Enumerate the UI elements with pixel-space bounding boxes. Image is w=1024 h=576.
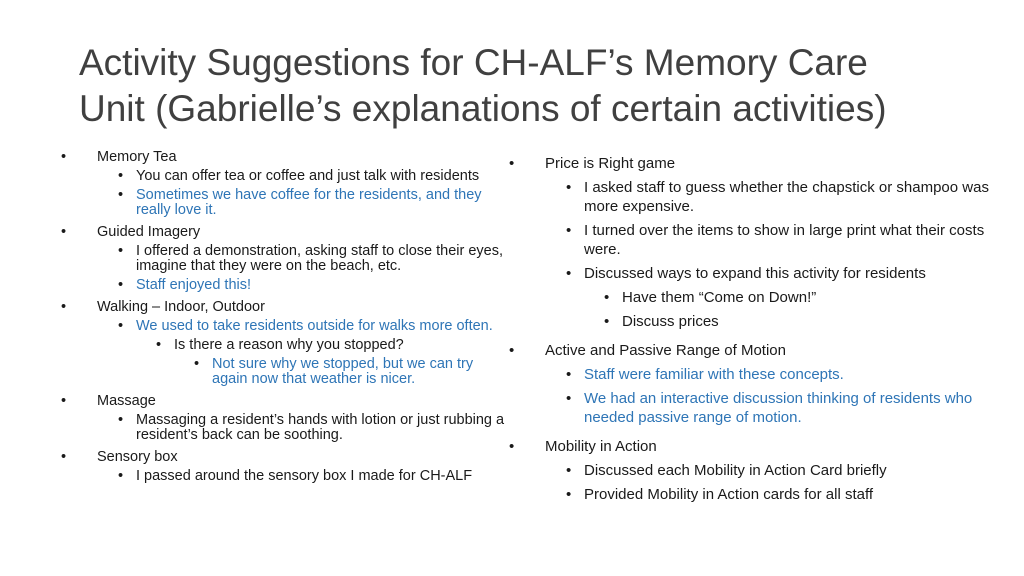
left-bullet-list	[79, 150, 509, 484]
bullet-text: • We had an interactive discussion thinking of residents who needed passive range of motion.	[584, 390, 973, 426]
list-item	[97, 169, 509, 184]
right-bullet-list	[527, 154, 997, 504]
slide-title-line-1: Activity Suggestions for CH-ALF’s Memory Care	[79, 42, 868, 83]
bullet-text: • I passed around the sensory box I made for CH-ALF	[136, 468, 473, 484]
list-item	[545, 264, 997, 331]
bullet-text: • I turned over the items to show in large print what their costs were.	[584, 222, 985, 258]
bullet-text: • Sometimes we have coffee for the residents, and they really love it.	[136, 187, 482, 218]
left-column	[79, 150, 509, 491]
bullet-text: • Price is Right game	[545, 155, 676, 172]
list-item-highlight	[174, 357, 509, 387]
list-item-massage	[79, 394, 509, 443]
list-item	[584, 288, 997, 307]
slide-title-line-2: Unit (Gabrielle’s explanations of certain activities)	[79, 88, 887, 129]
bullet-text: • Is there a reason why you stopped?	[174, 337, 404, 353]
bullet-text: • Discussed each Mobility in Action Card briefly	[584, 462, 887, 479]
list-item	[97, 244, 509, 274]
list-item-memory-tea	[79, 150, 509, 218]
list-item-range-of-motion	[527, 341, 997, 427]
bullet-text: • We used to take residents outside for walks more often.	[136, 318, 493, 334]
list-item-mobility-in-action	[527, 437, 997, 504]
bullet-text: • Massage	[97, 393, 156, 409]
list-item	[545, 221, 997, 259]
list-item	[136, 338, 509, 387]
bullet-text: • Staff were familiar with these concepts.	[584, 366, 844, 383]
bullet-text: • Guided Imagery	[97, 224, 201, 240]
bullet-text: • Massaging a resident’s hands with lotion or just rubbing a resident’s back can be soothing.	[136, 412, 505, 443]
right-column	[527, 154, 997, 514]
list-item	[97, 413, 509, 443]
bullet-text: • Memory Tea	[97, 149, 177, 165]
list-item	[584, 312, 997, 331]
list-item-guided-imagery	[79, 225, 509, 293]
bullet-text: • I asked staff to guess whether the chapstick or shampoo was more expensive.	[584, 179, 989, 215]
bullet-text: • You can offer tea or coffee and just talk with residents	[136, 168, 480, 184]
bullet-text: • Sensory box	[97, 449, 178, 465]
bullet-text: • Staff enjoyed this!	[136, 277, 252, 293]
bullet-text: • Walking – Indoor, Outdoor	[97, 299, 265, 315]
bullet-text: • I offered a demonstration, asking staff to close their eyes, imagine that they were on the beach, etc.	[136, 243, 504, 274]
bullet-text: • Discuss prices	[622, 313, 719, 330]
bullet-text: • Not sure why we stopped, but we can try again now that weather is nicer.	[212, 356, 474, 387]
list-item-highlight	[545, 389, 997, 427]
list-item	[545, 485, 997, 504]
list-item-highlight	[97, 319, 509, 387]
bullet-text: • Discussed ways to expand this activity for residents	[584, 265, 926, 282]
bullet-text: • Have them “Come on Down!”	[622, 289, 817, 306]
list-item	[97, 469, 509, 484]
slide-title	[79, 40, 999, 132]
list-item-highlight	[97, 278, 509, 293]
list-item-highlight	[97, 188, 509, 218]
bullet-text: • Active and Passive Range of Motion	[545, 342, 786, 359]
list-item-sensory-box	[79, 450, 509, 484]
list-item-price-is-right	[527, 154, 997, 331]
list-item	[545, 461, 997, 480]
list-item	[545, 178, 997, 216]
list-item-walking	[79, 300, 509, 387]
bullet-text: • Mobility in Action	[545, 438, 657, 455]
bullet-text: • Provided Mobility in Action cards for all staff	[584, 486, 874, 503]
list-item-highlight	[545, 365, 997, 384]
